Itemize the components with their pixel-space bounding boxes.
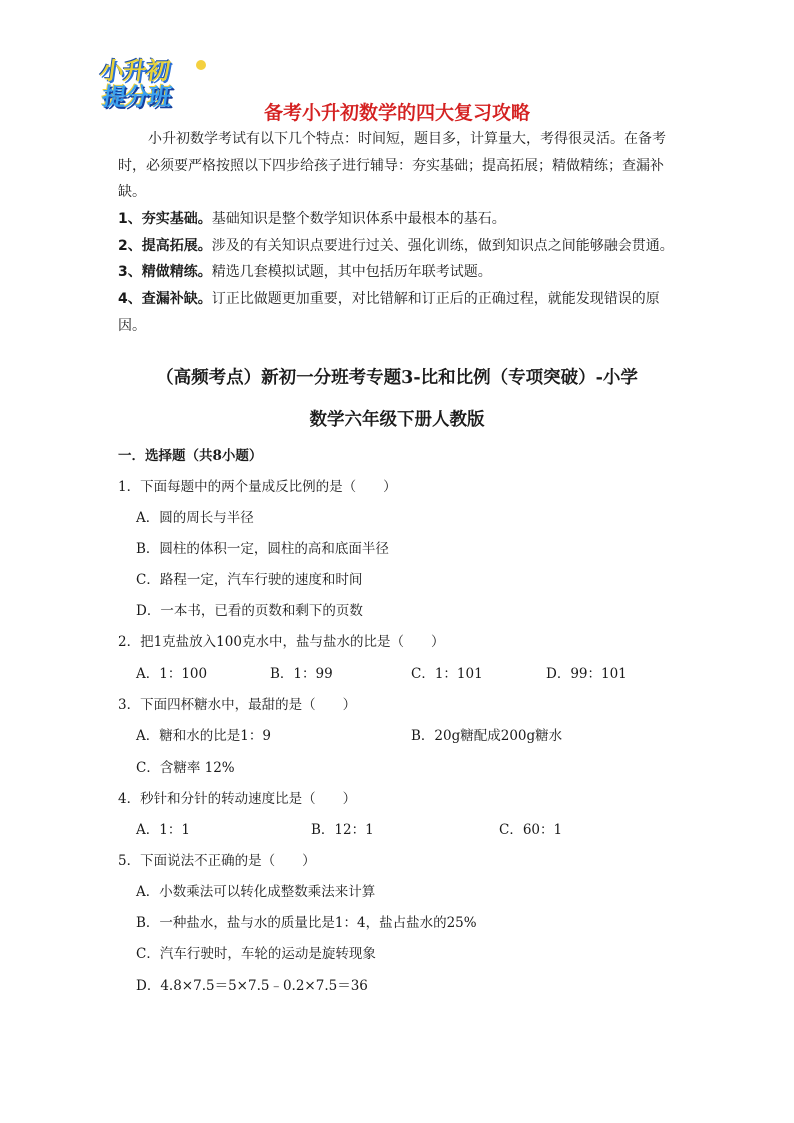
question-option: A．1：1 — [136, 822, 190, 838]
question-option: D．一本书，已看的页数和剩下的页数 — [136, 603, 363, 619]
guide-point-head: 2、提高拓展。 — [118, 238, 212, 254]
logo-line-2: 提分班 — [100, 83, 173, 111]
question-option: B．圆柱的体积一定，圆柱的高和底面半径 — [136, 541, 389, 557]
question-option: C．路程一定，汽车行驶的速度和时间 — [136, 572, 363, 588]
question-option: C．汽车行驶时，车轮的运动是旋转现象 — [136, 946, 376, 962]
question-stem: 5．下面说法不正确的是（ ） — [118, 853, 316, 869]
logo-line-1: 小升初 — [98, 57, 171, 85]
question-stem: 2．把1克盐放入100克水中，盐与盐水的比是（ ） — [118, 634, 445, 650]
guide-point-head: 3、精做精练。 — [118, 264, 212, 280]
guide-point-text: 基础知识是整个数学知识体系中最根本的基石。 — [211, 211, 506, 227]
guide-intro: 小升初数学考试有以下几个特点：时间短，题目多，计算量大，考得很灵活。在备考时，必须要严格按照以下四步给孩子进行辅导：夯实基础；提高拓展；精做精练；查漏补缺。 — [118, 131, 666, 200]
question-option: B．12：1 — [311, 822, 374, 838]
question-option: A．糖和水的比是1：9 — [136, 728, 271, 744]
question-stem: 3．下面四杯糖水中，最甜的是（ ） — [118, 697, 357, 713]
guide-point-4 — [118, 286, 680, 339]
guide-point-text: 订正比做题更加重要，对比错解和订正后的正确过程，就能发现错误的原因。 — [118, 291, 660, 334]
guide-point-2 — [118, 233, 680, 260]
guide-point-head: 1、夯实基础。 — [118, 211, 212, 227]
question-option: C．1：101 — [411, 666, 483, 682]
question-option: A．圆的周长与半径 — [136, 510, 254, 526]
exam-title-line-1: （高频考点）新初一分班考专题3-比和比例（专项突破）-小学 — [156, 368, 638, 388]
question-option: B．20g糖配成200g糖水 — [411, 728, 563, 744]
guide-point-text: 精选几套模拟试题，其中包括历年联考试题。 — [211, 264, 492, 280]
question-option: A．小数乘法可以转化成整数乘法来计算 — [136, 884, 376, 900]
section-heading: 一．选择题（共8小题） — [118, 448, 263, 464]
question-option: D．4.8×7.5＝5×7.5﹣0.2×7.5＝36 — [136, 978, 368, 994]
question-option: D．99：101 — [546, 666, 627, 682]
question-option: B．一种盐水，盐与水的质量比是1：4，盐占盐水的25% — [136, 915, 477, 931]
question-option: B．1：99 — [270, 666, 333, 682]
guide-point-text: 涉及的有关知识点要进行过关、强化训练，做到知识点之间能够融会贯通。 — [211, 238, 674, 254]
question-stem: 1．下面每题中的两个量成反比例的是（ ） — [118, 479, 397, 495]
guide-point-head: 4、查漏补缺。 — [118, 291, 212, 307]
question-option: A．1：100 — [136, 666, 208, 682]
question-stem: 4．秒针和分针的转动速度比是（ ） — [118, 791, 357, 807]
question-option: C．60：1 — [499, 822, 563, 838]
question-option: C．含糖率 12% — [136, 760, 235, 776]
guide-title: 备考小升初数学的四大复习攻略 — [263, 102, 530, 124]
exam-title-line-2: 数学六年级下册人教版 — [309, 410, 485, 430]
guide-point-1 — [118, 206, 680, 233]
guide-point-3 — [118, 259, 680, 286]
